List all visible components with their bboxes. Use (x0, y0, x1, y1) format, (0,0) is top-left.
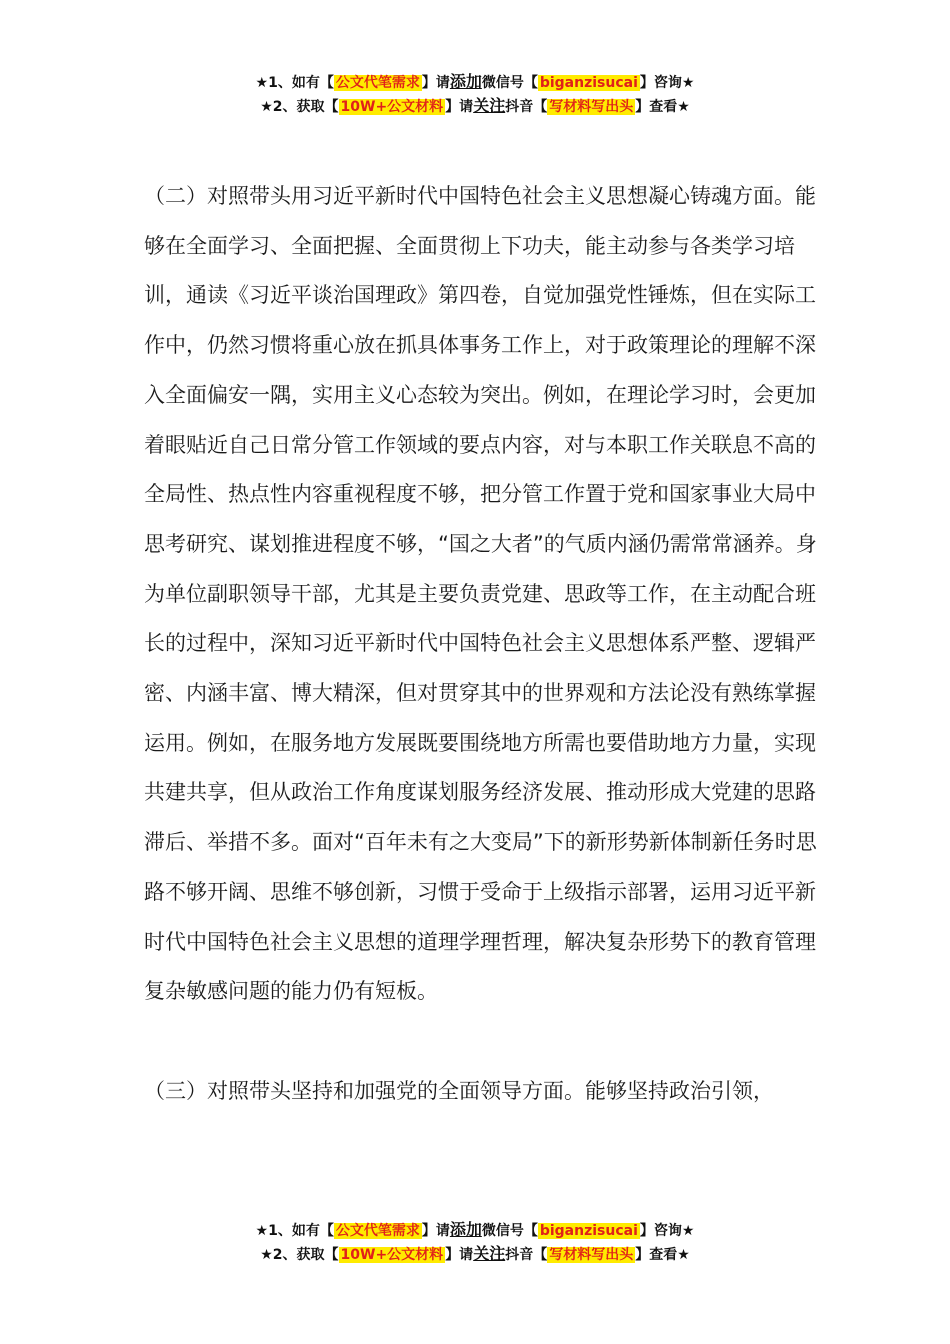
paragraph-section-3-start: （三）对照带头坚持和加强党的全面领导方面。能够坚持政治引领， (144, 1078, 774, 1103)
banner-text: 】查看★ (635, 99, 690, 115)
banner-highlight: 公文代笔需求 (335, 1223, 420, 1239)
banner-highlight: 10W+公文材料 (340, 1247, 444, 1263)
banner-text: 】请 (445, 1247, 474, 1263)
banner-text: 】咨询★ (639, 75, 695, 91)
header-banner (0, 70, 950, 118)
banner-highlight: 写材料写出头 (549, 99, 634, 115)
banner-emphasis: 添加 (449, 1220, 482, 1239)
banner-text: 】请 (445, 99, 474, 115)
banner-line-1 (0, 70, 950, 94)
banner-text: ★1、如有【 (255, 1223, 334, 1239)
banner-line-1 (0, 1218, 950, 1242)
banner-highlight: 10W+公文材料 (340, 99, 444, 115)
footer-banner (0, 1218, 950, 1266)
banner-highlight: 公文代笔需求 (335, 75, 420, 91)
paragraph-section-2: （二）对照带头用习近平新时代中国特色社会主义思想凝心铸魂方面。能够在全面学习、全面把握、全面贯彻上下功夫，能主动参与各类学习培训，通读《习近平谈治国理政》第四卷，自觉加强党性锤炼，但在实际工作中，仍然习惯将重心放在抓具体事务工作上，对于政策理论的理解不深入全面偏安一隅，实用主义心态较为突出。例如，在理论学习时，会更加着眼贴近自己日常分管工作领域的要点内容，对与本职工作关联息不高的全局性、热点性内容重视程度不够，把分管工作置于党和国家事业大局中思考研究、谋划推进程度不够，“国之大者”的气质内涵仍需常常涵养。身为单位副职领导干部，尤其是主要负责党建、思政等工作，在主动配合班长的过程中，深知习近平新时代中国特色社会主义思想体系严整、逻辑严密、内涵丰富、博大精深，但对贯穿其中的世界观和方法论没有熟练掌握运用。例如，在服务地方发展既要围绕地方所需也要借助地方力量，实现共建共享，但从政治工作角度谋划服务经济发展、推动形成大党建的思路滞后、举措不多。面对“百年未有之大变局”下的新形势新体制新任务时思路不够开阔、思维不够创新，习惯于受命于上级指示部署，运用习近平新时代中国特色社会主义思想的道理学理哲理，解决复杂形势下的教育管理复杂敏感问题的能力仍有短板。 (144, 184, 817, 1004)
banner-text: ★2、获取【 (260, 1247, 339, 1263)
banner-highlight: 写材料写出头 (549, 1247, 634, 1263)
banner-emphasis: 关注 (473, 1244, 506, 1263)
banner-highlight: biganzisucai (539, 1223, 638, 1239)
banner-text: 抖音【 (505, 99, 548, 115)
banner-line-2 (0, 1242, 950, 1266)
banner-text: 微信号【 (481, 1223, 538, 1239)
paragraph-gap (144, 1017, 824, 1067)
banner-text: ★1、如有【 (255, 75, 334, 91)
banner-emphasis: 添加 (449, 72, 482, 91)
banner-text: 】请 (421, 1223, 450, 1239)
banner-text: 】请 (421, 75, 450, 91)
banner-text: 微信号【 (481, 75, 538, 91)
banner-highlight: biganzisucai (539, 75, 638, 91)
document-body (144, 172, 824, 1116)
banner-text: 】咨询★ (639, 1223, 695, 1239)
banner-text: 】查看★ (635, 1247, 690, 1263)
banner-text: 抖音【 (505, 1247, 548, 1263)
banner-line-2 (0, 94, 950, 118)
banner-text: ★2、获取【 (260, 99, 339, 115)
banner-emphasis: 关注 (473, 96, 506, 115)
